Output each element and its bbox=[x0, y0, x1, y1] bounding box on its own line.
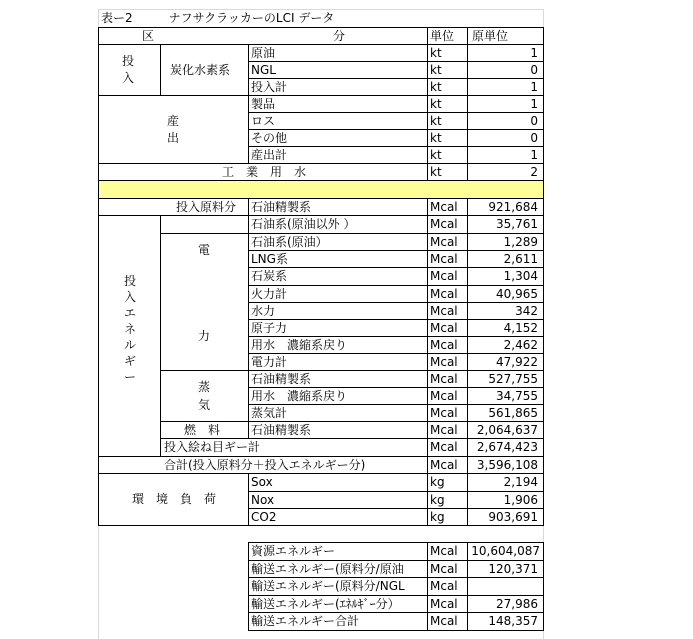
feed-label: 投入原料分 bbox=[176, 200, 237, 214]
row-unit: kg bbox=[430, 510, 445, 524]
row-value: 120,371 bbox=[488, 562, 538, 576]
water-label: 工 業 用 水 bbox=[222, 165, 307, 179]
row-value: 1 bbox=[530, 148, 538, 162]
row-value: 10,604,087 bbox=[471, 544, 540, 558]
row-unit: kt bbox=[430, 165, 442, 179]
row-value: 2,611 bbox=[503, 252, 538, 266]
row-value: 2,064,637 bbox=[476, 423, 538, 437]
row-name: Nox bbox=[251, 493, 275, 507]
row-name: 火力計 bbox=[251, 287, 288, 301]
row-value: 0 bbox=[530, 63, 538, 77]
row-unit: kt bbox=[430, 63, 442, 77]
row-name: 石油系(原油以外 ） bbox=[251, 217, 356, 231]
row-name: 石油精製系 bbox=[251, 372, 312, 386]
energy-vertical-label: 投入エネルギー bbox=[123, 274, 136, 384]
highlight-row bbox=[99, 181, 543, 198]
row-value: 27,986 bbox=[496, 597, 538, 611]
row-value: 34,755 bbox=[496, 389, 538, 403]
row-unit: Mcal bbox=[430, 372, 458, 386]
row-unit: Mcal bbox=[430, 423, 458, 437]
row-value: 2,462 bbox=[503, 338, 538, 352]
row-name: Sox bbox=[251, 475, 273, 489]
row-name: 電力計 bbox=[251, 355, 288, 369]
row-unit: Mcal bbox=[430, 458, 458, 472]
row-value: 1 bbox=[530, 80, 538, 94]
row-unit: kt bbox=[430, 131, 442, 145]
env-label: 環 境 負 荷 bbox=[132, 492, 217, 506]
electric-label: 電 bbox=[198, 243, 211, 257]
row-value: 921,684 bbox=[488, 200, 538, 214]
row-unit: kg bbox=[430, 493, 445, 507]
row-name: 資源エネルギー bbox=[251, 544, 336, 558]
row-value: 47,922 bbox=[496, 355, 538, 369]
row-name: 投入計 bbox=[251, 80, 288, 94]
row-unit: Mcal bbox=[430, 269, 458, 283]
row-value: 1,304 bbox=[503, 269, 538, 283]
row-name: NGL bbox=[251, 63, 276, 77]
row-name: 石炭系 bbox=[251, 269, 288, 283]
row-value: 2,194 bbox=[503, 475, 538, 489]
row-name: 原油 bbox=[251, 46, 276, 60]
row-value: 1 bbox=[530, 46, 538, 60]
row-value: 148,357 bbox=[488, 614, 538, 628]
row-unit: kt bbox=[430, 148, 442, 162]
input-label: 投 bbox=[122, 54, 135, 68]
row-value: 35,761 bbox=[496, 217, 538, 231]
row-name: 製品 bbox=[251, 97, 276, 111]
steam-label: 蒸 bbox=[198, 380, 211, 394]
row-name: 蒸気計 bbox=[251, 406, 288, 420]
row-unit: Mcal bbox=[430, 579, 458, 593]
row-name: 産出計 bbox=[251, 148, 288, 162]
header-kubun: 区 bbox=[142, 29, 155, 43]
row-unit: Mcal bbox=[430, 304, 458, 318]
row-unit: kt bbox=[430, 46, 442, 60]
row-value: 903,691 bbox=[488, 510, 538, 524]
row-name: その他 bbox=[251, 131, 288, 145]
row-name: 輸送エネルギー(ｴﾈﾙｷﾞｰ分） bbox=[251, 597, 400, 611]
row-unit: Mcal bbox=[430, 597, 458, 611]
row-unit: Mcal bbox=[430, 544, 458, 558]
row-value: 4,152 bbox=[503, 321, 538, 335]
row-value: 2 bbox=[530, 165, 538, 179]
hydrocarbon-label: 炭化水素系 bbox=[170, 63, 231, 77]
row-unit: Mcal bbox=[430, 321, 458, 335]
row-value: 527,755 bbox=[488, 372, 538, 386]
row-value: 1,289 bbox=[503, 235, 538, 249]
row-unit: kt bbox=[430, 80, 442, 94]
row-name: ロス bbox=[251, 114, 276, 128]
energy-total-label: 投入絵ね目ギー計 bbox=[164, 440, 261, 454]
row-unit: Mcal bbox=[430, 252, 458, 266]
header-unit: 単位 bbox=[430, 29, 455, 43]
row-unit: Mcal bbox=[430, 406, 458, 420]
row-name: 輸送エネルギー(原料分/NGL bbox=[251, 579, 405, 593]
row-value: 3,596,108 bbox=[476, 458, 538, 472]
row-name: 水力 bbox=[251, 304, 276, 318]
grand-total-label: 合計(投入原料分＋投入エネルギー分) bbox=[164, 458, 366, 472]
steam-label: 気 bbox=[198, 398, 211, 412]
row-value: 561,865 bbox=[488, 406, 538, 420]
row-name: 原子力 bbox=[251, 321, 288, 335]
output-label: 出 bbox=[167, 131, 180, 145]
row-value: 0 bbox=[530, 131, 538, 145]
output-label: 産 bbox=[167, 114, 180, 128]
row-unit: kt bbox=[430, 114, 442, 128]
row-unit: Mcal bbox=[430, 217, 458, 231]
row-unit: kt bbox=[430, 97, 442, 111]
row-name: 輸送エネルギー(原料分/原油 bbox=[251, 562, 404, 576]
electric-label: 力 bbox=[198, 329, 211, 343]
row-name: 用水 濃縮系戻り bbox=[251, 338, 348, 352]
fuel-label: 燃 料 bbox=[184, 423, 221, 437]
row-value: 342 bbox=[515, 304, 538, 318]
row-name: 石油精製系 bbox=[251, 200, 312, 214]
row-value: 40,965 bbox=[496, 287, 538, 301]
row-unit: Mcal bbox=[430, 562, 458, 576]
row-name: CO2 bbox=[251, 510, 277, 524]
row-unit: Mcal bbox=[430, 355, 458, 369]
row-value: 1 bbox=[530, 97, 538, 111]
row-unit: Mcal bbox=[430, 440, 458, 454]
row-name: 用水 濃縮系戻り bbox=[251, 389, 348, 403]
row-unit: Mcal bbox=[430, 200, 458, 214]
row-value: 1,906 bbox=[503, 493, 538, 507]
row-unit: Mcal bbox=[430, 235, 458, 249]
header-value: 原単位 bbox=[472, 29, 509, 43]
header-bun: 分 bbox=[333, 29, 346, 43]
row-value: 2,674,423 bbox=[476, 440, 538, 454]
row-unit: Mcal bbox=[430, 389, 458, 403]
row-name: 石油系(原油） bbox=[251, 235, 328, 249]
input-label: 入 bbox=[122, 71, 135, 85]
row-unit: kg bbox=[430, 475, 445, 489]
row-name: 石油精製系 bbox=[251, 423, 312, 437]
row-name: 輸送エネルギー合計 bbox=[251, 614, 360, 628]
row-value: 0 bbox=[530, 114, 538, 128]
table-title: 表ー2 ナフサクラッカーのLCI データ bbox=[101, 11, 335, 25]
row-name: LNG系 bbox=[251, 252, 288, 266]
row-unit: Mcal bbox=[430, 614, 458, 628]
row-unit: Mcal bbox=[430, 287, 458, 301]
row-unit: Mcal bbox=[430, 338, 458, 352]
